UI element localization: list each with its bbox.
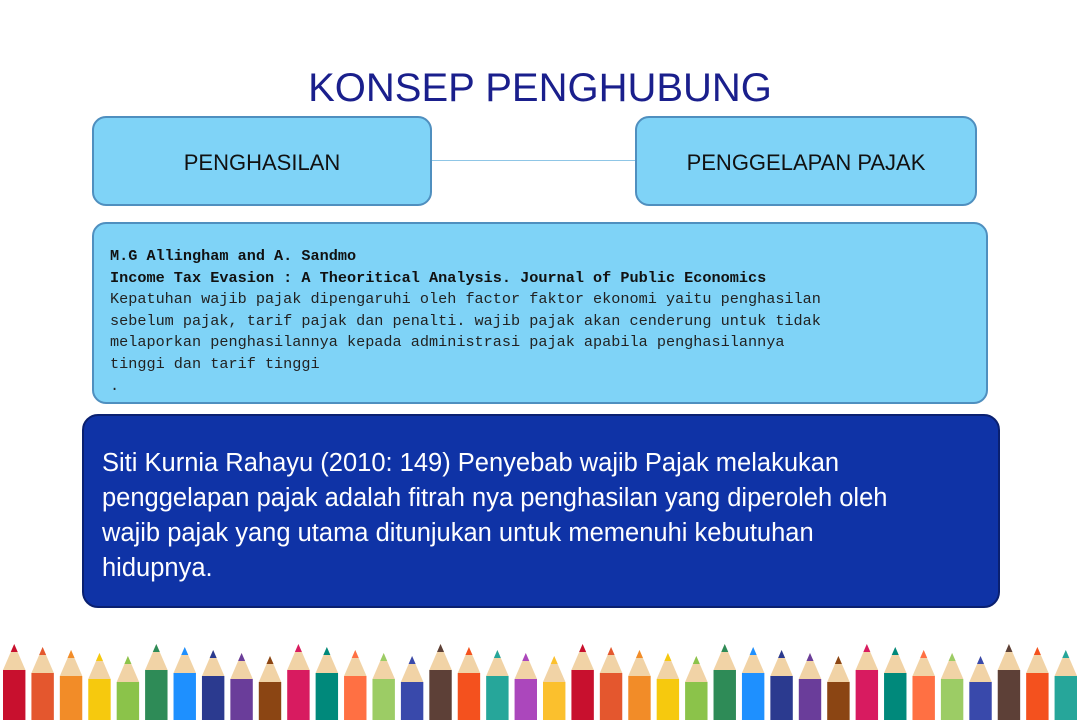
quote-line: penggelapan pajak adalah fitrah nya penghasilan yang diperoleh oleh <box>102 484 888 512</box>
pencil <box>571 644 593 720</box>
concept-box-penggelapan-pajak <box>635 116 977 206</box>
pencil <box>827 656 849 720</box>
pencil <box>941 653 963 720</box>
reference-line: melaporkan penghasilannya kepada administrasi pajak apabila penghasilannya <box>110 333 785 352</box>
quote-line: Siti Kurnia Rahayu (2010: 149) Penyebab wajib Pajak melakukan <box>102 449 840 477</box>
pencil <box>799 653 821 720</box>
pencil <box>31 647 53 720</box>
pencil <box>628 650 650 720</box>
pencil <box>117 656 139 720</box>
pencil <box>372 653 394 720</box>
pencil <box>543 656 565 720</box>
pencil <box>3 644 25 720</box>
pencil <box>998 644 1020 720</box>
pencil <box>486 650 508 720</box>
pencil <box>1055 650 1077 720</box>
pencil <box>969 656 991 720</box>
concept-label-left: PENGHASILAN <box>183 150 341 175</box>
page-title: KONSEP PENGHUBUNG <box>308 66 772 110</box>
reference-line: tinggi dan tarif tinggi <box>110 354 320 373</box>
pencil <box>884 647 906 720</box>
reference-source: Income Tax Evasion : A Theoritical Analysis. Journal of Public Economics <box>110 268 767 287</box>
pencil <box>685 656 707 720</box>
pencil <box>230 653 252 720</box>
pencil <box>657 653 679 720</box>
pencil <box>259 656 281 720</box>
pencil <box>600 647 622 720</box>
pencil <box>1026 647 1048 720</box>
pencil <box>174 647 196 720</box>
pencil <box>145 644 167 720</box>
concept-label-right: PENGGELAPAN PAJAK <box>686 150 926 175</box>
pencil <box>912 650 934 720</box>
pencil <box>316 647 338 720</box>
pencil <box>458 647 480 720</box>
pencil <box>429 644 451 720</box>
connector-line <box>432 160 635 161</box>
pencil <box>515 653 537 720</box>
reference-box <box>92 222 988 404</box>
pencil <box>856 644 878 720</box>
pencil <box>714 644 736 720</box>
quote-line: hidupnya. <box>102 554 213 582</box>
pencil <box>88 653 110 720</box>
quote-box <box>82 414 1000 608</box>
reference-line: sebelum pajak, tarif pajak dan penalti. wajib pajak akan cenderung untuk tidak <box>110 311 821 330</box>
colored-pencils-border <box>0 628 1080 720</box>
concept-box-penghasilan <box>92 116 432 206</box>
reference-authors: M.G Allingham and A. Sandmo <box>110 247 357 265</box>
pencil <box>401 656 423 720</box>
reference-line: . <box>110 376 120 395</box>
reference-line: Kepatuhan wajib pajak dipengaruhi oleh factor faktor ekonomi yaitu penghasilan <box>110 290 821 309</box>
pencil <box>60 650 82 720</box>
pencil <box>287 644 309 720</box>
pencil <box>742 647 764 720</box>
pencil <box>770 650 792 720</box>
pencil <box>202 650 224 720</box>
quote-line: wajib pajak yang utama ditunjukan untuk memenuhi kebutuhan <box>102 519 814 547</box>
pencil <box>344 650 366 720</box>
